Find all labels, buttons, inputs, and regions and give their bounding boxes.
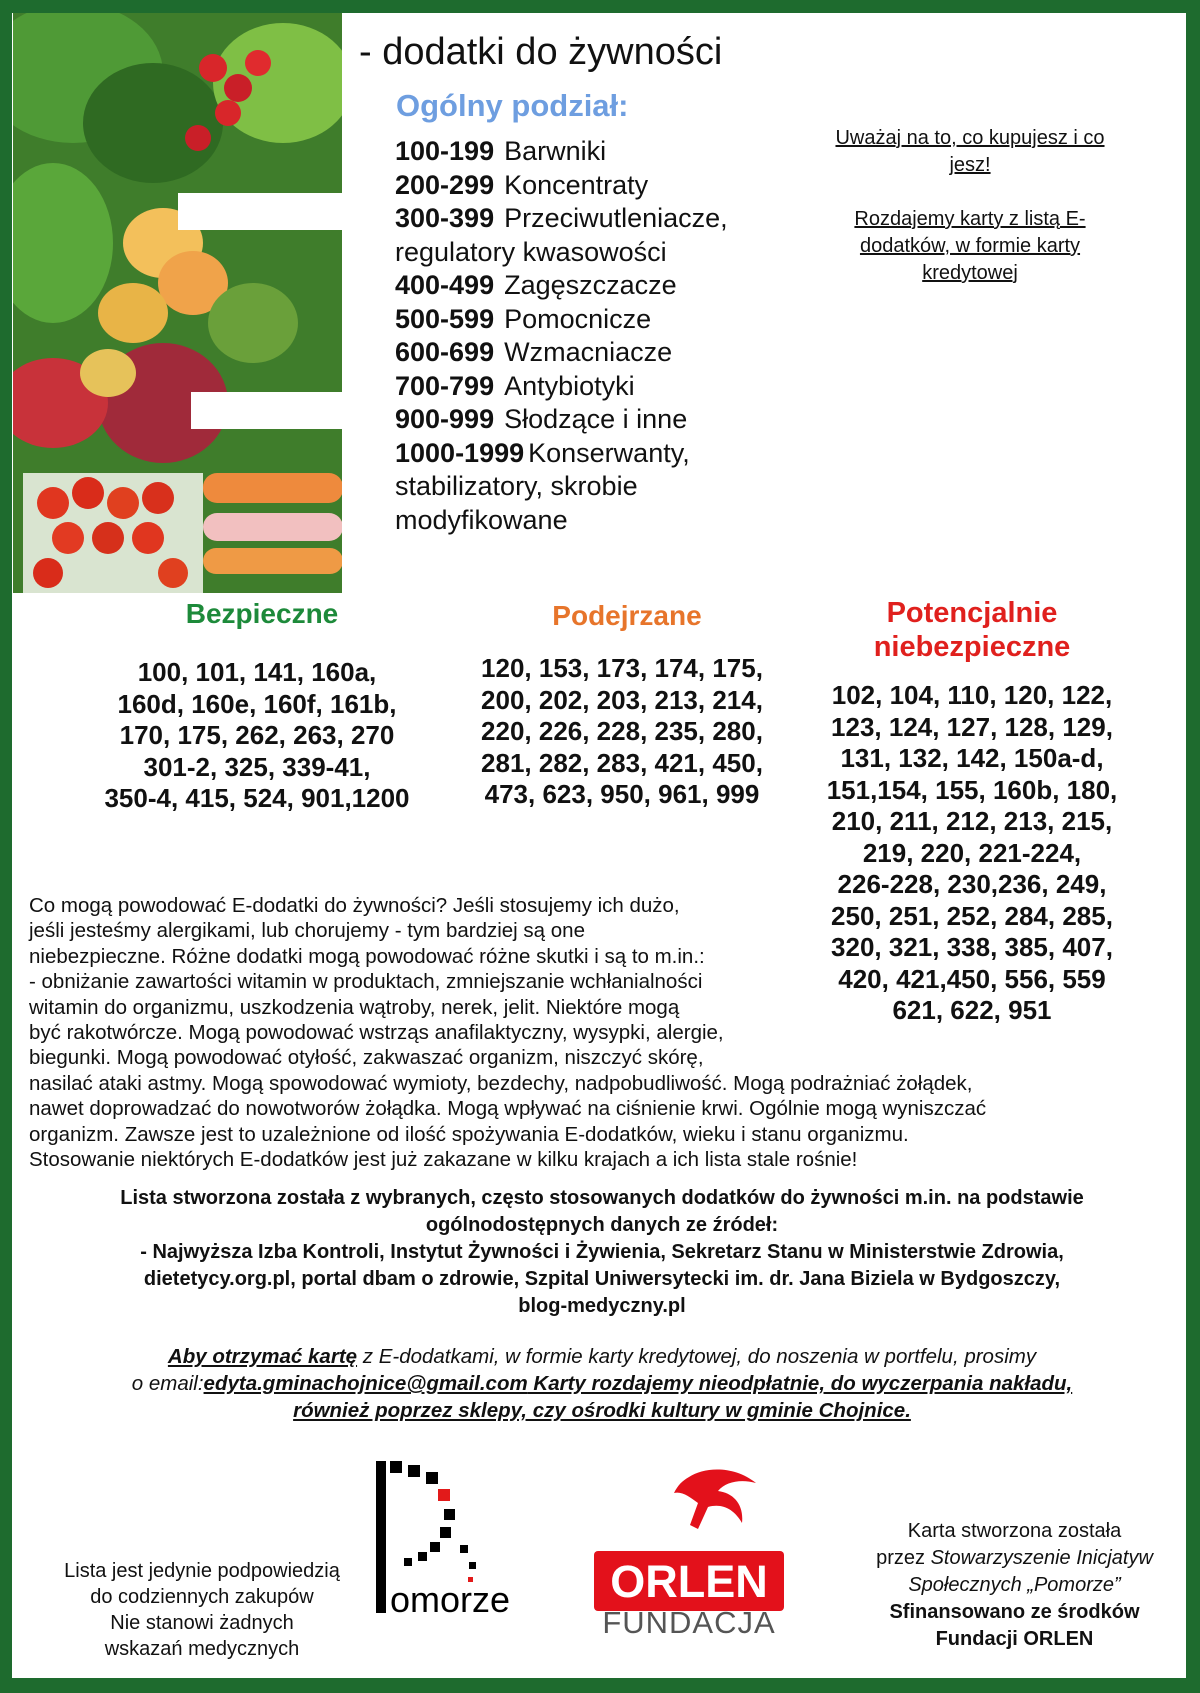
code-line: 100, 101, 141, 160a,: [137, 657, 377, 687]
range-label: Koncentraty: [504, 169, 649, 200]
code-line: 220, 226, 228, 235, 280,: [481, 716, 763, 746]
code-line: 250, 251, 252, 284, 285,: [831, 900, 1113, 931]
suspected-codes: [442, 653, 802, 811]
range-code: 600-699: [395, 337, 495, 367]
range-code: 700-799: [395, 370, 495, 401]
disclaimer-line: wskazań medycznych: [104, 1638, 300, 1660]
range-label-continued: regulatory kwasowości: [395, 236, 667, 267]
range-label: Konserwanty,: [528, 437, 690, 468]
sources-line: blog-medyczny.pl: [518, 1295, 686, 1317]
credits-line: Fundacji ORLEN: [935, 1628, 1094, 1650]
credits-line: Społecznych „Pomorze”: [908, 1574, 1121, 1596]
range-code: 1000-1999: [395, 437, 525, 468]
effects-line: Stosowanie niektórych E-dodatków jest już zakazane w kilku krajach a ich lista stale rośnie!: [29, 1148, 858, 1172]
code-line: 350-4, 415, 524, 901,1200: [104, 783, 410, 813]
request-lead: Aby otrzymać kartę: [167, 1345, 358, 1368]
range-label-continued: stabilizatory, skrobie: [395, 471, 638, 501]
pomorze-wordmark: omorze: [390, 1579, 511, 1619]
disclaimer-line: Lista jest jedynie podpowiedzią: [64, 1560, 340, 1582]
request-line: [32, 1370, 1172, 1397]
effects-line: - obniżanie zawartości witamin w produktach, zmniejszanie wchłanialności: [29, 970, 703, 994]
code-line: 160d, 160e, 160f, 161b,: [117, 688, 397, 719]
association-name: Stowarzyszenie Inicjatyw: [930, 1547, 1153, 1569]
code-line: 210, 211, 212, 213, 215,: [831, 806, 1113, 836]
code-line: 301-2, 325, 339-41,: [143, 751, 371, 782]
orlen-fundacja-logo: [594, 1463, 784, 1635]
range-code: 300-399: [395, 203, 495, 233]
range-code: 900-999: [395, 404, 495, 434]
range-item: [395, 169, 775, 203]
range-item: [395, 135, 775, 169]
vegetables-e-image: [13, 13, 342, 593]
page-title: - dodatki do żywności: [359, 31, 723, 73]
credits-prefix: przez: [876, 1547, 931, 1569]
range-label: Słodzące i inne: [504, 404, 688, 434]
effects-line: biegunki. Mogą powodować otyłość, zakwaszać organizm, niszczyć skórę,: [29, 1046, 704, 1070]
sources-line: ogólnodostępnych danych ze źródeł:: [425, 1214, 779, 1236]
request-line: [32, 1397, 1172, 1424]
dangerous-heading: [822, 596, 1122, 664]
range-label: Wzmacniacze: [504, 337, 673, 367]
range-label: Antybiotyki: [504, 370, 635, 401]
range-item: [395, 437, 775, 471]
suspected-heading: Podejrzane: [552, 600, 702, 631]
range-label: Zagęszczacze: [504, 270, 677, 300]
range-list: [395, 135, 775, 537]
range-item: [395, 269, 775, 303]
pomorze-logo: [374, 1459, 544, 1619]
disclaimer: [32, 1558, 372, 1662]
code-line: 420, 421,450, 556, 559: [838, 963, 1106, 994]
sources-line: - Najwyższa Izba Kontroli, Instytut Żywności i Żywienia, Sekretarz Stanu w Ministerstwie Zdrowia,: [140, 1241, 1064, 1263]
sources-line: dietetycy.org.pl, portal dbam o zdrowie, Szpital Uniwersytecki im. dr. Jana Biziela w Bydgoszczy,: [143, 1268, 1061, 1290]
sources-paragraph: [27, 1185, 1177, 1320]
request-line: [32, 1343, 1172, 1370]
warning-text: Uważaj na to, co kupujesz i co jesz!: [835, 127, 1105, 176]
disclaimer-line: Nie stanowi żadnych: [110, 1612, 294, 1634]
code-line: 219, 220, 221-224,: [862, 837, 1082, 868]
credits: [847, 1518, 1182, 1653]
effects-line: być rakotwórcze. Mogą powodować wstrząs anafilaktyczny, wysypki, alergie,: [29, 1021, 724, 1045]
effects-line: niebezpieczne. Różne dodatki mogą powodować różne skutki i są to m.in.:: [29, 944, 705, 968]
code-line: 473, 623, 950, 961, 999: [484, 779, 760, 809]
effects-line: organizm. Zawsze jest to uzależnione od ilość spożywania E-dodatków, wieku i stanu organizmu.: [29, 1122, 909, 1146]
dangerous-heading-line: Potencjalnie: [886, 597, 1058, 629]
orlen-wordmark: ORLEN: [610, 1556, 768, 1607]
code-line: 621, 622, 951: [892, 995, 1052, 1025]
range-item: [395, 403, 775, 437]
range-code: 500-599: [395, 303, 495, 334]
request-text: z E-dodatkami, w formie karty kredytowej, do noszenia w portfelu, prosimy: [357, 1345, 1037, 1368]
request-note: Karty rozdajemy nieodpłatnie, do wyczerpania nakładu,: [527, 1372, 1073, 1395]
code-line: 281, 282, 283, 421, 450,: [481, 747, 763, 778]
effects-paragraph: [29, 893, 1179, 1172]
range-label: Pomocnicze: [504, 303, 652, 334]
cards-text: Rozdajemy karty z listą E-dodatków, w formie karty kredytowej: [854, 208, 1086, 284]
range-code: 400-499: [395, 270, 495, 300]
effects-line: witamin do organizmu, uszkodzenia wątroby, nerek, jelit. Niektóre mogą: [29, 995, 680, 1019]
code-line: 226-228, 230,236, 249,: [837, 869, 1107, 899]
range-item: [395, 336, 775, 370]
safe-heading: Bezpieczne: [185, 598, 339, 629]
request-paragraph: [32, 1343, 1172, 1424]
range-label: Przeciwutleniacze,: [504, 203, 728, 233]
disclaimer-line: do codziennych zakupów: [90, 1586, 314, 1608]
overview-heading: Ogólny podział:: [396, 88, 629, 123]
effects-line: jeśli jesteśmy alergikami, lub chorujemy - tym bardziej są one: [29, 919, 585, 943]
poster: [12, 13, 1186, 1678]
range-code: 100-199: [395, 136, 495, 166]
code-line: 151,154, 155, 160b, 180,: [826, 774, 1118, 805]
code-line: 120, 153, 173, 174, 175,: [481, 653, 763, 683]
credits-line: [847, 1545, 1182, 1572]
effects-line: Co mogą powodować E-dodatki do żywności? Jeśli stosujemy ich dużo,: [29, 894, 680, 917]
range-item: [395, 202, 775, 236]
fundacja-wordmark: FUNDACJA: [602, 1605, 776, 1635]
range-label: Barwniki: [504, 136, 607, 166]
code-line: 200, 202, 203, 213, 214,: [481, 684, 763, 715]
safe-codes: [72, 657, 442, 815]
range-item: [395, 370, 775, 404]
credits-line: Sfinansowano ze środków: [889, 1601, 1140, 1623]
range-label-continued: modyfikowane: [395, 504, 568, 535]
code-line: 102, 104, 110, 120, 122,: [831, 680, 1113, 710]
range-code: 200-299: [395, 169, 495, 200]
code-line: 170, 175, 262, 263, 270: [119, 720, 395, 750]
request-email-prefix: o email:: [131, 1372, 204, 1395]
effects-line: nawet doprowadzać do nowotworów żołądka. Mogą wpływać na ciśnienie krwi. Ogólnie mogą wyniszczać: [29, 1097, 987, 1121]
credits-line: Karta stworzona została: [907, 1520, 1122, 1542]
notice-box: [820, 125, 1120, 287]
code-line: 131, 132, 142, 150a-d,: [840, 743, 1104, 773]
email-link[interactable]: edyta.gminachojnice@gmail.com: [203, 1372, 528, 1395]
effects-line: nasilać ataki astmy. Mogą spowodować wymioty, bezdechy, nadpobudliwość. Mogą podrażniać żołądek,: [29, 1071, 973, 1095]
sources-line: Lista stworzona została z wybranych, często stosowanych dodatków do żywności m.in. na podstawie: [120, 1187, 1084, 1209]
code-line: 320, 321, 338, 385, 407,: [831, 932, 1113, 962]
range-item: [395, 303, 775, 337]
request-note: również poprzez sklepy, czy ośrodki kultury w gminie Chojnice.: [293, 1399, 911, 1422]
code-line: 123, 124, 127, 128, 129,: [831, 711, 1113, 742]
dangerous-heading-line: niebezpieczne: [873, 631, 1071, 663]
